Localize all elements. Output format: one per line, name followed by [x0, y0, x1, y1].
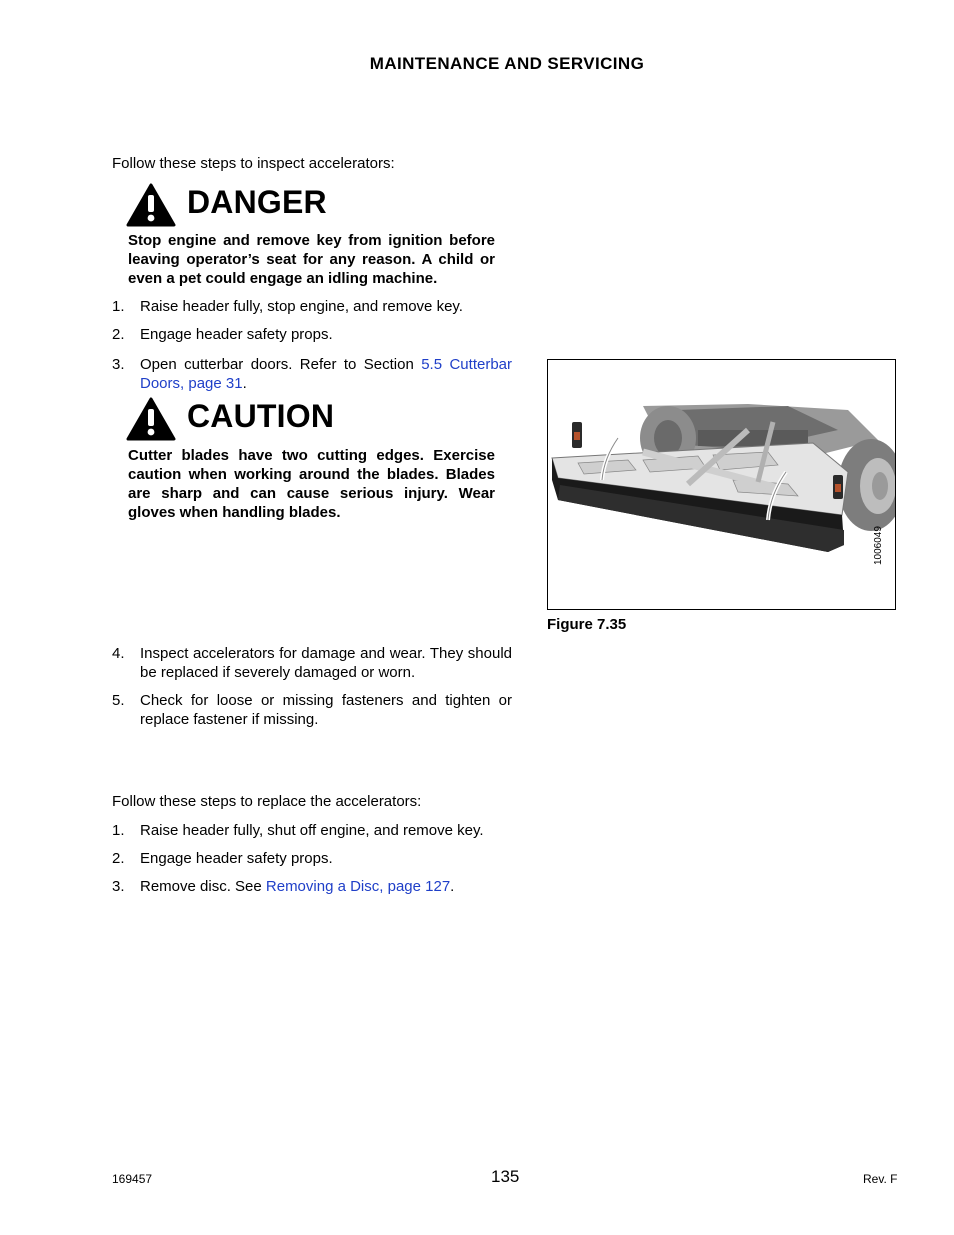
step-number: 4.: [112, 645, 125, 662]
caution-message: Cutter blades have two cutting edges. Exercise caution when working around the blades. Blades are sharp and can cause serious injury. Wear gloves when handling blades.: [128, 447, 495, 521]
step-number: 3.: [112, 356, 125, 373]
replace-step-2: [112, 849, 512, 868]
figure-caption: Figure 7.35: [547, 616, 627, 633]
step-text: Check for loose or missing fasteners and tighten or replace fastener if missing.: [140, 692, 512, 728]
replace-step-3: [112, 877, 512, 896]
step-number: 3.: [112, 878, 125, 895]
inspect-step-2: [112, 325, 512, 344]
revision-label: Rev. F: [863, 1172, 898, 1186]
figure-7-35: [547, 359, 896, 610]
inspect-intro: Follow these steps to inspect accelerators:: [112, 155, 395, 172]
disc-header-illustration: [548, 360, 896, 610]
step-text: Raise header fully, stop engine, and remove key.: [140, 298, 463, 315]
danger-signal-word: DANGER: [187, 184, 327, 220]
step-number: 1.: [112, 822, 125, 839]
figure-part-id: 1006049: [873, 526, 884, 565]
danger-message: Stop engine and remove key from ignition before leaving operator’s seat for any reason. A child or even a pet could engage an idling machine.: [128, 232, 495, 287]
page-number: 135: [491, 1167, 520, 1186]
step-number: 2.: [112, 850, 125, 867]
replace-intro: Follow these steps to replace the accelerators:: [112, 793, 422, 810]
step-text-lead: Open cutterbar doors. Refer to Section: [140, 356, 422, 373]
step-text-tail: .: [450, 878, 455, 895]
danger-warning-icon: [126, 183, 176, 232]
document-number: 169457: [112, 1172, 153, 1186]
replace-step-1: [112, 821, 512, 840]
removing-disc-link[interactable]: Removing a Disc, page 127: [265, 878, 451, 895]
step-text-tail: .: [242, 375, 247, 392]
inspect-step-3: [112, 355, 512, 393]
step-text: Raise header fully, shut off engine, and remove key.: [140, 822, 484, 839]
step-text: [140, 877, 512, 896]
cutterbar-doors-link[interactable]: 5.5 Cutterbar Doors, page 31: [140, 356, 512, 392]
inspect-step-1: [112, 297, 512, 316]
step-number: 5.: [112, 692, 125, 709]
caution-warning-icon: [126, 397, 176, 446]
step-text: Engage header safety props.: [140, 850, 333, 867]
inspect-step-4: [112, 644, 512, 682]
step-text: [140, 355, 512, 393]
inspect-step-5: [112, 691, 512, 729]
section-header: MAINTENANCE AND SERVICING: [369, 54, 645, 73]
step-text-lead: Remove disc. See: [140, 878, 266, 895]
step-number: 1.: [112, 298, 125, 315]
caution-signal-word: CAUTION: [187, 398, 335, 434]
step-number: 2.: [112, 326, 125, 343]
step-text: Engage header safety props.: [140, 326, 333, 343]
step-text: Inspect accelerators for damage and wear. They should be replaced if severely damaged or worn.: [140, 645, 512, 681]
